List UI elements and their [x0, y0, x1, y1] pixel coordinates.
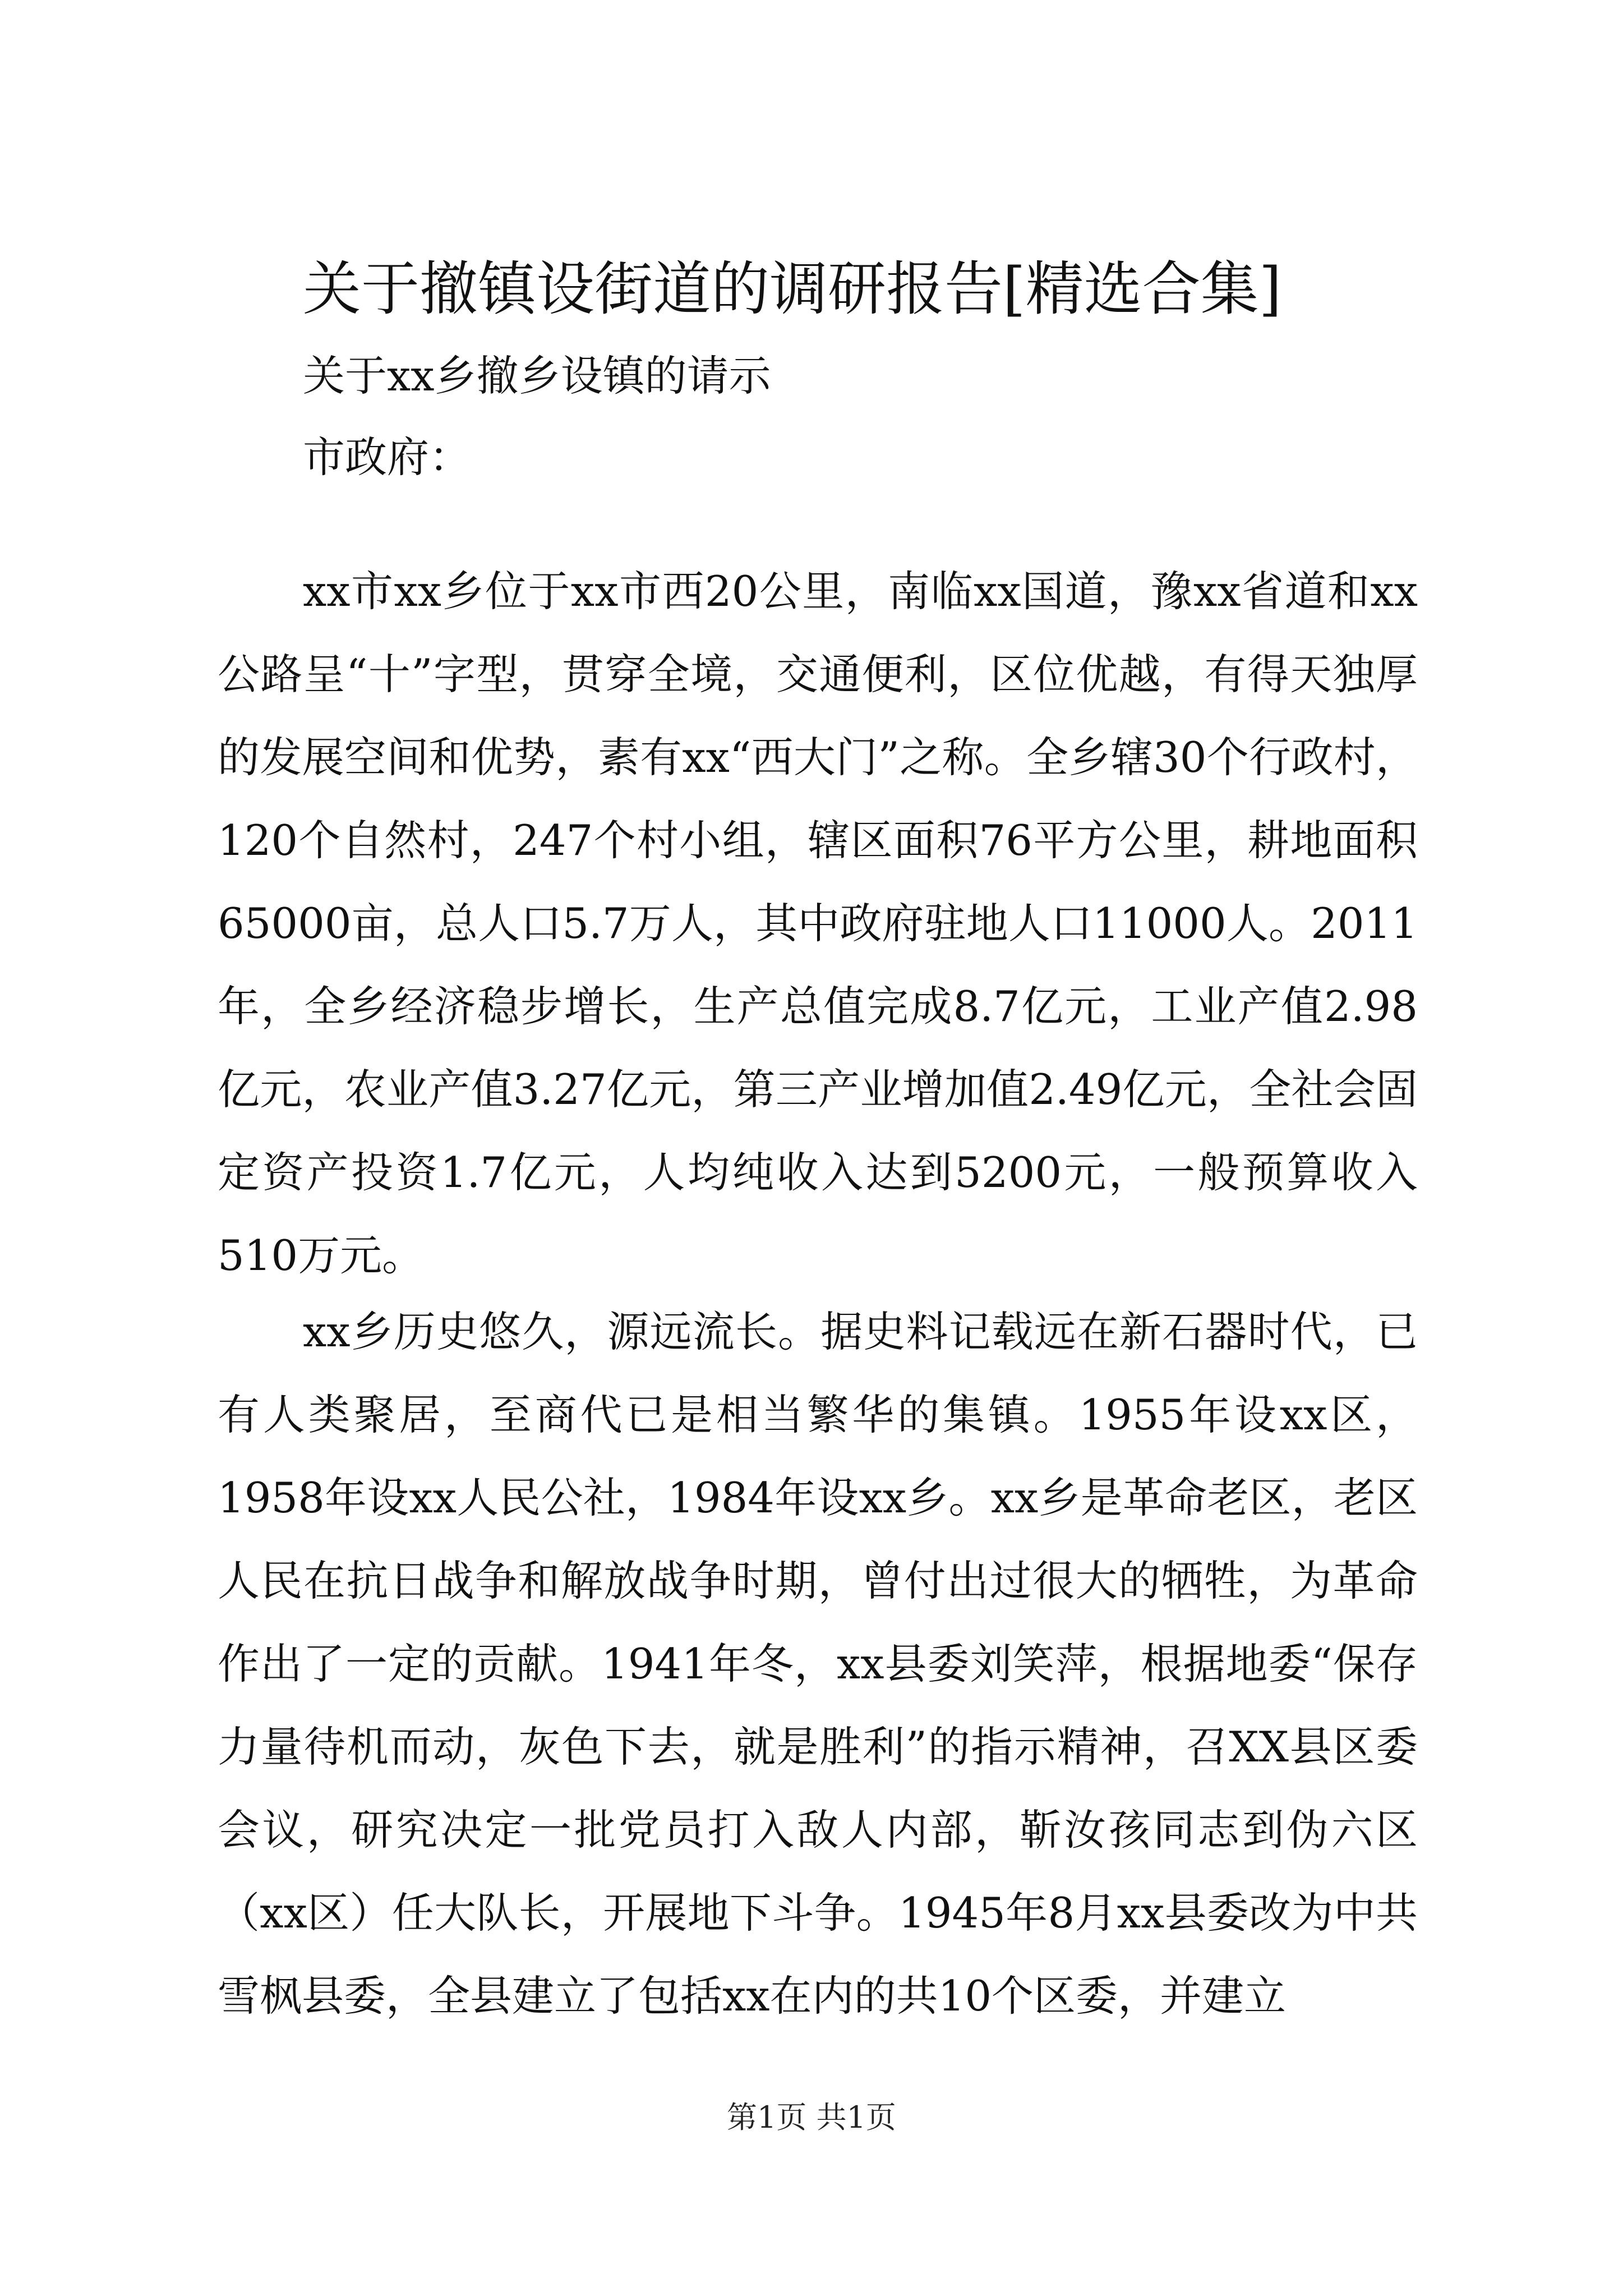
body-paragraph-2: xx乡历史悠久，源远流长。据史料记载远在新石器时代，已有人类聚居，至商代已是相当繁华的集镇。1955年设xx区，1958年设xx人民公社，1984年设xx乡。xx乡是革命老区，老区人民在抗日战争和解放战争时期，曾付出过很大的牺牲，为革命作出了一定的贡献。1941年冬，xx县委刘笑萍，根据地委“保存力量待机而动，灰色下去，就是胜利”的指示精神，召XX县区委会议，研究决定一批党员打入敌人内部，靳汝孩同志到伪六区（xx区）任大队长，开展地下斗争。1945年8月xx县委改为中共雪枫县委，全县建立了包括xx在内的共10个区委，并建立	[218, 1307, 1418, 2021]
body-paragraph-1: xx市xx乡位于xx市西20公里，南临xx国道，豫xx省道和xx公路呈“十”字型，贯穿全境，交通便利，区位优越，有得天独厚的发展空间和优势，素有xx“西大门”之称。全乡辖30个行政村，120个自然村，247个村小组，辖区面积76平方公里，耕地面积65000亩，总人口5.7万人，其中政府驻地人口11000人。2011年，全乡经济稳步增长，生产总值完成8.7亿元，工业产值2.98亿元，农业产值3.27亿元，第三产业增加值2.49亿元，全社会固定资产投资1.7亿元，人均纯收入达到5200元，一般预算收入510万元。	[218, 567, 1418, 1280]
document-title: 关于撤镇设街道的调研报告[精选合集]	[303, 255, 1282, 323]
document-subtitle: 关于xx乡撤乡设镇的请示	[303, 351, 771, 401]
page-number-footer: 第1页 共1页	[727, 2100, 896, 2135]
addressee: 市政府：	[303, 432, 472, 482]
